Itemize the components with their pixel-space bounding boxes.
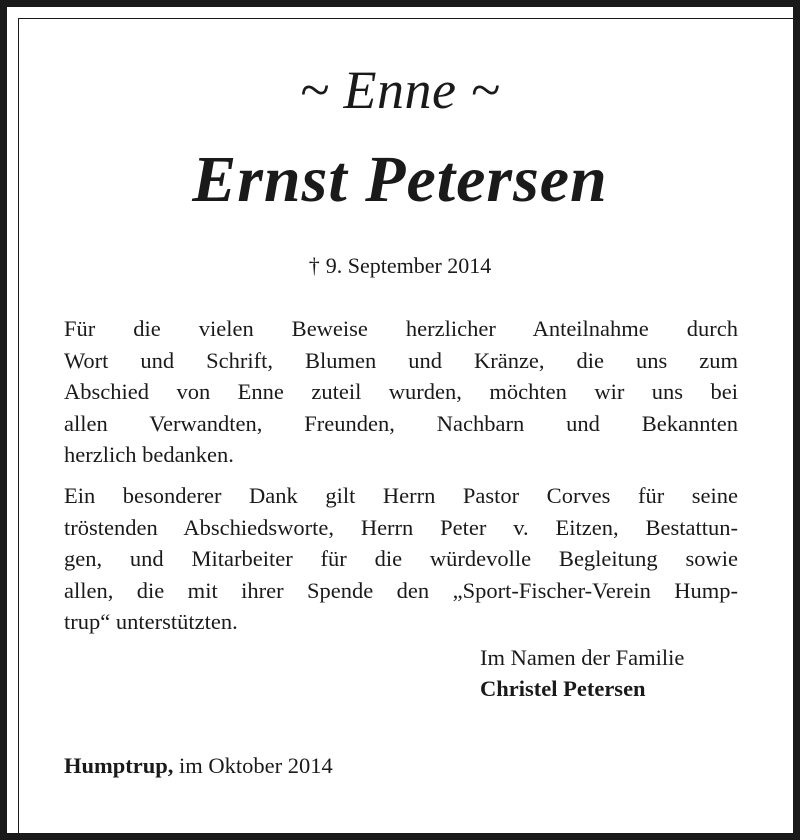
- cross-icon: †: [308, 253, 320, 278]
- full-name-heading: Ernst Petersen: [192, 143, 608, 216]
- paragraph-line: tröstenden Abschiedsworte, Herrn Peter v. Eitzen, Bestattun-: [64, 514, 738, 540]
- signature-block: [480, 642, 684, 704]
- signature-name: Christel Petersen: [480, 676, 646, 701]
- paragraph-line: allen, die mit ihrer Spende den „Sport-Fischer-Verein Hump-: [64, 577, 738, 603]
- nickname-heading: ~ Enne ~: [299, 60, 501, 120]
- paragraph-line: Ein besonderer Dank gilt Herrn Pastor Corves für seine: [64, 483, 738, 508]
- place-name: Humptrup,: [64, 753, 174, 778]
- death-date: 9. September 2014: [325, 253, 492, 278]
- paragraph-line: Wort und Schrift, Blumen und Kränze, die uns zum: [64, 347, 738, 373]
- thanks-paragraph: [64, 313, 738, 471]
- paragraph-line: herzlich bedanken.: [64, 442, 234, 467]
- special-thanks-paragraph: [64, 480, 738, 638]
- place-date: im Oktober 2014: [179, 753, 333, 778]
- paragraph-line: trup“ unterstützten.: [64, 609, 238, 634]
- paragraph-line: gen, und Mitarbeiter für die würdevolle Begleitung sowie: [64, 546, 738, 571]
- signature-intro: Im Namen der Familie: [480, 645, 685, 670]
- place-date-line: [64, 750, 333, 781]
- death-date-line: [0, 252, 800, 280]
- paragraph-line: Abschied von Enne zuteil wurden, möchten wir uns bei: [64, 379, 738, 404]
- paragraph-line: allen Verwandten, Freunden, Nachbarn und Bekannten: [64, 410, 738, 436]
- paragraph-line: Für die vielen Beweise herzlicher Anteilnahme durch: [64, 316, 738, 341]
